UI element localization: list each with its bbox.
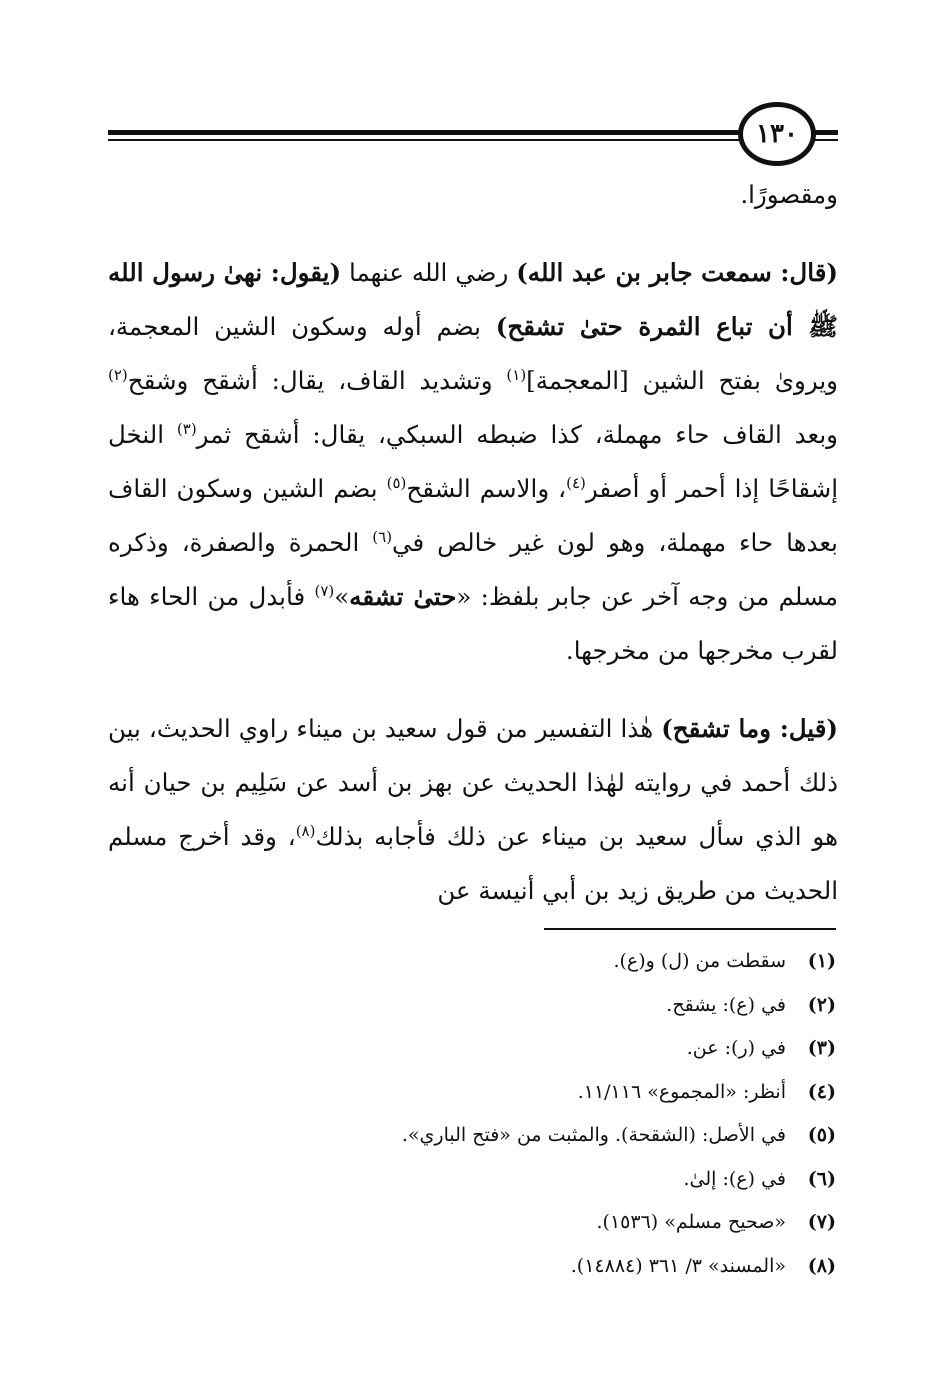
footnote xyxy=(106,1027,836,1071)
paragraph-2 xyxy=(108,702,838,918)
footnote-number: (٨) xyxy=(807,1254,836,1277)
text: بضم أوله وسكون الشين المعجمة، ويروىٰ بفتح الشين [المعجمة] xyxy=(108,312,838,395)
text: فأبدل من الحاء هاء لقرب مخرجها من مخرجها. xyxy=(108,582,838,665)
text: النخل إشقاحًا إذا أحمر أو أصفر xyxy=(108,420,838,503)
footnote-text: في (ع): يشقح. xyxy=(666,993,786,1016)
footnote xyxy=(106,1245,836,1289)
quote-1: (قال: سمعت جابر بن عبد الله) xyxy=(516,258,838,287)
footnote-ref: (٤) xyxy=(566,473,586,492)
footnote-ref: (٨) xyxy=(295,821,316,840)
text: الحمرة والصفرة، وذكره مسلم من وجه آخر عن جابر بلفظ: « xyxy=(108,528,839,611)
footnote-ref: (١) xyxy=(506,365,527,384)
footnote xyxy=(106,1201,836,1245)
footnote-text: «صحيح مسلم» (١٥٣٦). xyxy=(596,1211,786,1233)
text: هٰذا التفسير من قول سعيد بن ميناء راوي الحديث، بين ذلك أحمد في روايته لهٰذا الحديث عن بهز بن أسد عن سَلِيم بن حيان أنه هو الذي سأل سعيد بن ميناء عن ذلك فأجابه بذلك xyxy=(108,714,838,851)
quote-2: (يقول: نهىٰ رسول الله ﷺ أن تباع الثمرة حتىٰ تشقح) xyxy=(108,258,838,341)
footnote-text: في (ر): عن. xyxy=(686,1037,786,1059)
footnote-separator xyxy=(544,928,836,930)
footnote-text: في الأصل: (الشقحة). والمثبت من «فتح الباري». xyxy=(401,1124,786,1146)
page-number: ١٣٠ xyxy=(738,102,816,166)
footnote xyxy=(106,1071,836,1115)
footnote-number: (٥) xyxy=(807,1124,836,1146)
footnote-text: أنظر: «المجموع» ١١/١١٦. xyxy=(577,1080,786,1103)
text: ، وقد أخرج مسلم الحديث من طريق زيد بن أبي أنيسة عن xyxy=(108,822,838,905)
footnote-ref: (٦) xyxy=(372,527,393,546)
text: وبعد القاف حاء مهملة، كذا ضبطه السبكي، يقال: أشقح ثمر xyxy=(196,420,838,449)
footnote-ref: (٥) xyxy=(386,473,407,492)
text: رضي الله عنهما xyxy=(341,258,517,287)
text: وتشديد القاف، يقال: أشقح وشقح xyxy=(127,366,507,395)
footnote-number: (٤) xyxy=(807,1080,836,1103)
text: بضم الشين وسكون القاف بعدها حاء مهملة، وهو لون غير خالص في xyxy=(108,474,839,557)
footnote-number: (٢) xyxy=(807,993,836,1016)
header-rule-thin xyxy=(108,139,743,141)
paragraph-1 xyxy=(108,246,838,678)
main-text xyxy=(108,168,838,918)
footnote-ref: (٧) xyxy=(314,581,335,600)
quote-3: حتىٰ تشقه xyxy=(349,582,457,611)
text: » xyxy=(334,582,350,611)
footnote-number: (٣) xyxy=(807,1037,836,1059)
quote-4: (قيل: وما تشقح) xyxy=(661,714,839,743)
footnote-ref: (٣) xyxy=(176,419,197,438)
footnote xyxy=(106,984,836,1028)
header-rule-thick xyxy=(108,130,743,135)
footnote-number: (١) xyxy=(807,950,836,972)
footnote xyxy=(106,1158,836,1202)
footnote xyxy=(106,940,836,984)
footnote-text: سقطت من (ل) و(ع). xyxy=(613,950,786,972)
footnote xyxy=(106,1114,836,1158)
page-header xyxy=(108,96,838,176)
footnote-ref: (٢) xyxy=(108,365,128,384)
footnote-number: (٦) xyxy=(807,1167,836,1190)
footnote-text: في (ع): إلىٰ. xyxy=(683,1167,786,1190)
footnotes xyxy=(106,940,836,1288)
footnote-number: (٧) xyxy=(807,1211,836,1233)
footnote-text: «المسند» ٣/ ٣٦١ (١٤٨٨٤). xyxy=(570,1254,786,1277)
text: ، والاسم الشقح xyxy=(406,474,567,503)
continuation-line: ومقصورًا. xyxy=(740,180,838,209)
